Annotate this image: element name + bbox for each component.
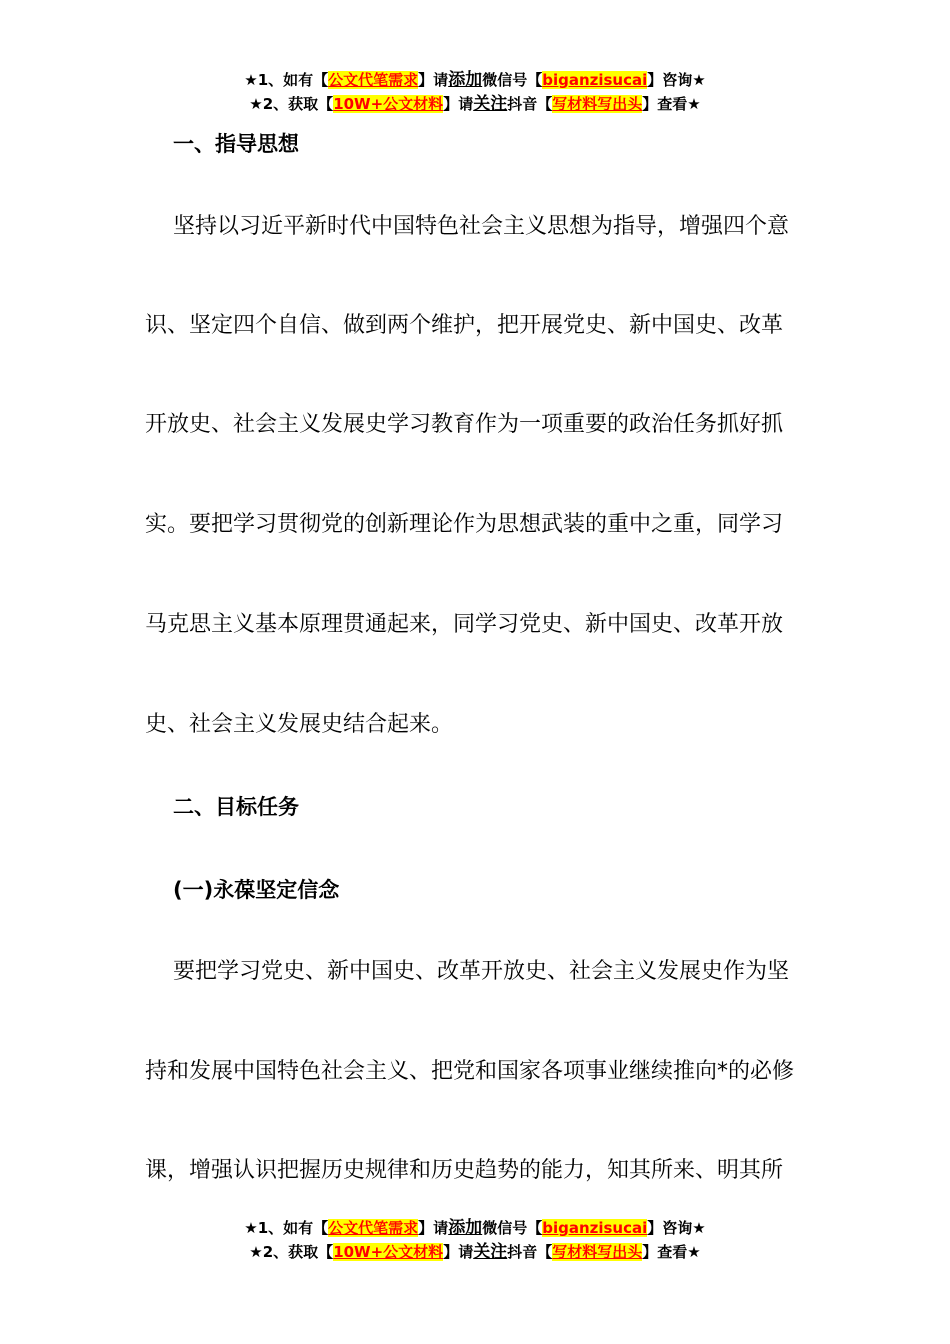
promo-douyin-account: 写材料写出头 bbox=[552, 1243, 643, 1261]
promo-text: 】请 bbox=[443, 95, 474, 113]
promo-emphasis: 添加 bbox=[448, 70, 483, 90]
promo-text: ★2、获取【 bbox=[249, 1243, 334, 1261]
promo-text: 】咨询★ bbox=[647, 71, 706, 89]
promo-emphasis: 关注 bbox=[473, 1242, 508, 1262]
promo-text: 微信号【 bbox=[482, 1219, 543, 1237]
promo-banner-top bbox=[0, 68, 950, 116]
promo-text: 】查看★ bbox=[642, 95, 701, 113]
promo-highlight: 公文代笔需求 bbox=[328, 1219, 419, 1237]
promo-line-1 bbox=[0, 68, 950, 92]
promo-wechat-id: biganzisucai bbox=[542, 1219, 648, 1237]
promo-text: 抖音【 bbox=[507, 1243, 553, 1261]
promo-banner-bottom bbox=[0, 1216, 950, 1264]
paragraph-line: 识、坚定四个自信、做到两个维护，把开展党史、新中国史、改革 bbox=[145, 313, 784, 338]
subsection-heading-belief: (一)永葆坚定信念 bbox=[173, 878, 340, 902]
promo-text: 】请 bbox=[418, 71, 449, 89]
section-heading-guiding-thought: 一、指导思想 bbox=[173, 132, 299, 156]
promo-text: 】咨询★ bbox=[647, 1219, 706, 1237]
promo-text: 微信号【 bbox=[482, 71, 543, 89]
promo-text: ★2、获取【 bbox=[249, 95, 334, 113]
promo-wechat-id: biganzisucai bbox=[542, 71, 648, 89]
promo-highlight: 10W+公文材料 bbox=[333, 95, 444, 113]
paragraph-line: 史、社会主义发展史结合起来。 bbox=[145, 712, 454, 737]
promo-text: ★1、如有【 bbox=[244, 1219, 329, 1237]
paragraph-line: 实。要把学习贯彻党的创新理论作为思想武装的重中之重，同学习 bbox=[145, 512, 784, 537]
paragraph-line: 马克思主义基本原理贯通起来，同学习党史、新中国史、改革开放 bbox=[145, 612, 784, 637]
promo-highlight: 公文代笔需求 bbox=[328, 71, 419, 89]
promo-emphasis: 关注 bbox=[473, 94, 508, 114]
promo-text: 】请 bbox=[418, 1219, 449, 1237]
paragraph-line: 坚持以习近平新时代中国特色社会主义思想为指导，增强四个意 bbox=[173, 214, 790, 239]
promo-line-2 bbox=[0, 92, 950, 116]
promo-emphasis: 添加 bbox=[448, 1218, 483, 1238]
promo-highlight: 10W+公文材料 bbox=[333, 1243, 444, 1261]
promo-douyin-account: 写材料写出头 bbox=[552, 95, 643, 113]
promo-text: 】查看★ bbox=[642, 1243, 701, 1261]
promo-line-2 bbox=[0, 1240, 950, 1264]
section-heading-goals: 二、目标任务 bbox=[173, 795, 299, 819]
promo-line-1 bbox=[0, 1216, 950, 1240]
promo-text: 】请 bbox=[443, 1243, 474, 1261]
paragraph-line: 持和发展中国特色社会主义、把党和国家各项事业继续推向*的必修 bbox=[145, 1059, 795, 1084]
paragraph-line: 开放史、社会主义发展史学习教育作为一项重要的政治任务抓好抓 bbox=[145, 412, 784, 437]
paragraph-line: 要把学习党史、新中国史、改革开放史、社会主义发展史作为坚 bbox=[173, 959, 790, 984]
paragraph-line: 课，增强认识把握历史规律和历史趋势的能力，知其所来、明其所 bbox=[145, 1158, 784, 1183]
promo-text: ★1、如有【 bbox=[244, 71, 329, 89]
promo-text: 抖音【 bbox=[507, 95, 553, 113]
